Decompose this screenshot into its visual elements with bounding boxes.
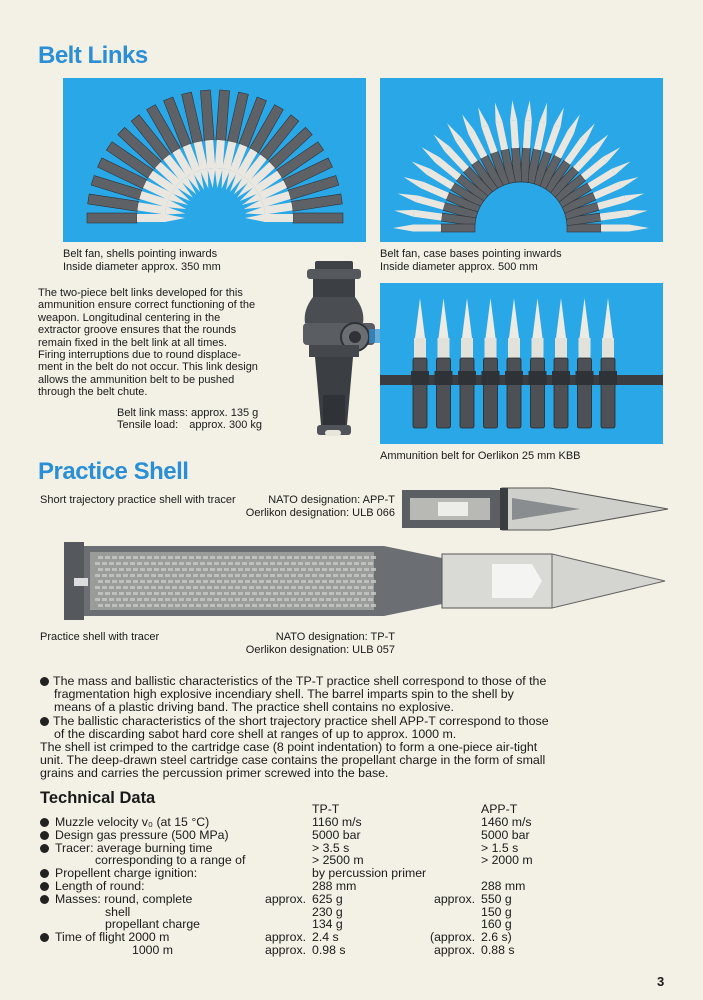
photo-belt-fan-inwards bbox=[63, 78, 366, 242]
bullet-icon bbox=[40, 895, 49, 904]
app-value: 1460 m/s bbox=[481, 815, 532, 829]
bullet-icon bbox=[40, 933, 49, 942]
app-value: 550 g bbox=[481, 891, 512, 906]
tp-value: 230 g bbox=[312, 904, 343, 919]
app-value: > 1.5 s bbox=[481, 840, 519, 855]
paragraph-line: Firing interruptions due to round displace- bbox=[38, 349, 242, 362]
column-header-tp-t: TP-T bbox=[312, 802, 340, 816]
caption-line: Inside diameter approx. 500 mm bbox=[380, 261, 538, 273]
tp-value: by percussion primer bbox=[312, 866, 427, 881]
app-value: 0.88 s bbox=[481, 943, 515, 957]
row-label: corresponding to a range of bbox=[95, 853, 246, 868]
bullet-paragraph bbox=[40, 715, 680, 741]
tp-value: 5000 bar bbox=[312, 827, 361, 842]
paragraph-line: allows the ammunition belt to be pushed bbox=[38, 373, 235, 386]
bullet-line: The ballistic characteristics of the short trajectory practice shell APP-T correspond to those bbox=[53, 713, 549, 728]
oerlikon-designation: Oerlikon designation: ULB 066 bbox=[245, 507, 395, 519]
belt-fan-inwards-illustration bbox=[63, 78, 366, 242]
page-number: 3 bbox=[657, 974, 665, 989]
bullet-icon bbox=[40, 844, 49, 853]
bullet-icon bbox=[40, 677, 49, 686]
tp-value: 1160 m/s bbox=[312, 815, 362, 829]
section-title-practice-shell: Practice Shell bbox=[38, 458, 189, 485]
tp-value: 625 g bbox=[312, 891, 343, 906]
paragraph-line: grains and carries the percussion primer screwed into the base. bbox=[40, 766, 389, 781]
app-value: 5000 bar bbox=[481, 827, 530, 842]
technical-data-row bbox=[0, 931, 703, 944]
bullet-line: means of a plastic driving band. The practice shell contains no explosive. bbox=[54, 700, 454, 715]
bullet-line: fragmentation high explosive incendiary shell. The barrel imparts spin to the shell by bbox=[54, 687, 514, 702]
nato-designation: NATO designation: APP-T bbox=[268, 494, 395, 506]
bullet-icon bbox=[40, 831, 49, 840]
tp-prefix: approx. bbox=[265, 943, 307, 957]
row-label: Tracer: average burning time bbox=[55, 840, 213, 855]
caption-line: Belt fan, shells pointing inwards bbox=[63, 248, 218, 260]
paragraph-line: unit. The deep-drawn steel cartridge case contains the propellant charge in the form of small bbox=[40, 753, 546, 768]
row-label: Masses: round, complete bbox=[55, 891, 193, 906]
caption-short-trajectory: Short trajectory practice shell with tracer bbox=[40, 494, 236, 506]
ammunition-belt-illustration bbox=[380, 283, 663, 444]
row-label: Propellent charge ignition: bbox=[55, 866, 198, 881]
mass-value: approx. 135 g bbox=[190, 407, 259, 419]
mass-label: Belt link mass: bbox=[117, 407, 188, 419]
bullet-icon bbox=[40, 818, 49, 827]
app-value: 150 g bbox=[481, 904, 512, 919]
app-value: 2.6 s) bbox=[481, 930, 512, 945]
belt-link-tensile bbox=[117, 419, 262, 431]
tp-value: > 2500 m bbox=[312, 853, 364, 868]
tp-value: 0.98 s bbox=[312, 943, 346, 957]
technical-data-row bbox=[0, 893, 703, 906]
tp-value: 2.4 s bbox=[312, 930, 339, 945]
app-value: 160 g bbox=[481, 917, 512, 932]
tp-value: > 3.5 s bbox=[312, 840, 350, 855]
row-label: Design gas pressure (500 MPa) bbox=[55, 827, 229, 842]
tp-value: 134 g bbox=[312, 917, 343, 932]
row-label: 1000 m bbox=[132, 943, 174, 957]
bullet-line: of the discarding sabot hard core shell at ranges of up to approx. 1000 m. bbox=[54, 726, 457, 741]
paragraph-line: remain fixed in the belt link at all times. bbox=[38, 336, 227, 349]
photo-ammunition-belt bbox=[380, 283, 663, 444]
paragraph-line: extractor groove ensures that the rounds bbox=[38, 324, 237, 337]
photo-belt-fan-outwards bbox=[380, 78, 663, 242]
belt-link-illustration bbox=[293, 255, 385, 445]
paragraph-line: through the belt chute. bbox=[38, 386, 148, 399]
caption-belt-fan-inwards bbox=[63, 248, 221, 274]
section-title-technical-data: Technical Data bbox=[40, 789, 156, 807]
technical-data-row bbox=[0, 944, 703, 957]
row-label: Muzzle velocity v₀ (at 15 °C) bbox=[55, 815, 210, 829]
bullet-icon bbox=[40, 717, 49, 726]
caption-belt-fan-outwards bbox=[380, 248, 562, 274]
section-title-belt-links: Belt Links bbox=[38, 42, 148, 69]
nato-designation: NATO designation: TP-T bbox=[275, 631, 395, 643]
practice-shell-description bbox=[40, 675, 680, 781]
bullet-paragraph bbox=[40, 675, 680, 715]
tp-value: 288 mm bbox=[312, 879, 357, 893]
belt-links-paragraph bbox=[38, 287, 283, 399]
belt-link-mass bbox=[117, 407, 258, 419]
paragraph-line: ammunition ensure correct functioning of the bbox=[38, 299, 256, 312]
app-value: > 2000 m bbox=[481, 853, 533, 868]
paragraph-line: The two-piece belt links developed for this bbox=[38, 287, 243, 299]
caption-line: Inside diameter approx. 350 mm bbox=[63, 261, 221, 273]
technical-data-row bbox=[0, 829, 703, 842]
tp-t-cartridge-cutaway bbox=[62, 536, 667, 626]
caption-practice-shell: Practice shell with tracer bbox=[40, 631, 160, 643]
tp-prefix: approx. bbox=[265, 891, 307, 906]
paragraph-line: ment in the belt do not occur. This link design bbox=[38, 361, 258, 374]
app-prefix: (approx. bbox=[430, 930, 476, 945]
caption-ammunition-belt: Ammunition belt for Oerlikon 25 mm KBB bbox=[380, 450, 581, 462]
tp-prefix: approx. bbox=[265, 930, 307, 945]
caption-line: Belt fan, case bases pointing inwards bbox=[380, 248, 562, 260]
tensile-label: Tensile load: bbox=[117, 419, 179, 431]
row-label: Time of flight 2000 m bbox=[55, 930, 170, 945]
row-label: Length of round: bbox=[55, 879, 145, 893]
app-prefix: approx. bbox=[434, 891, 476, 906]
designation-short-trajectory bbox=[200, 494, 395, 520]
row-label: shell bbox=[105, 904, 131, 919]
paragraph-line: The shell ist crimped to the cartridge case (8 point indentation) to form a one-piece air-tight bbox=[40, 740, 538, 755]
designation-practice-shell bbox=[200, 631, 395, 657]
belt-fan-outwards-illustration bbox=[380, 78, 663, 242]
column-header-app-t: APP-T bbox=[481, 802, 518, 816]
bullet-icon bbox=[40, 882, 49, 891]
bullet-icon bbox=[40, 869, 49, 878]
tensile-value: approx. 300 kg bbox=[189, 419, 262, 431]
row-label: propellant charge bbox=[105, 917, 201, 932]
app-prefix: approx. bbox=[434, 943, 476, 957]
app-t-shell-cutaway bbox=[400, 484, 670, 534]
app-value: 288 mm bbox=[481, 879, 526, 893]
bullet-line: The mass and ballistic characteristics of the TP-T practice shell correspond to those of the bbox=[53, 674, 547, 688]
oerlikon-designation: Oerlikon designation: ULB 057 bbox=[245, 644, 395, 656]
paragraph-line: weapon. Longitudinal centering in the bbox=[38, 311, 221, 324]
